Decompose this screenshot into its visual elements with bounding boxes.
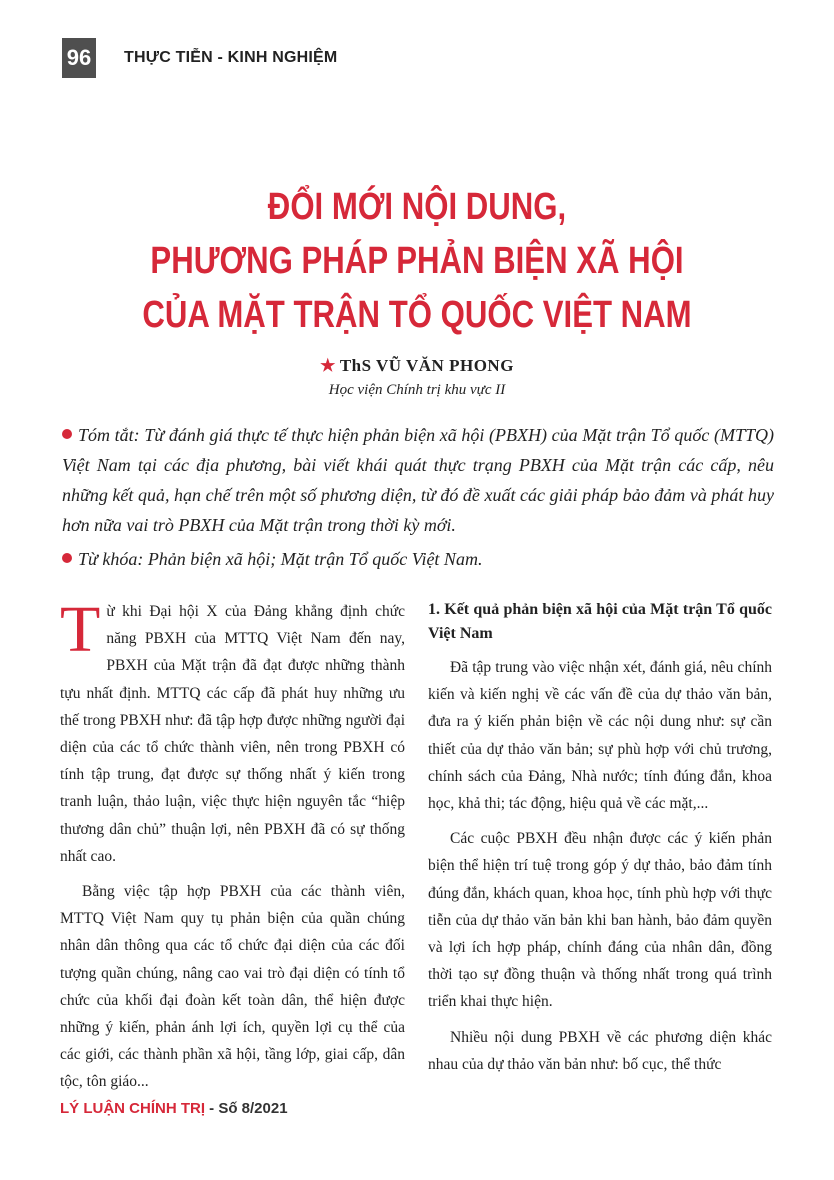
page-number: 96 [62,38,96,78]
paragraph: Các cuộc PBXH đều nhận được các ý kiến phản biện thể hiện trí tuệ trong góp ý dự thảo, bảo đảm tính đúng đắn, khách quan, khoa học, tính phù hợp với thực tiễn của dự thảo văn bản khi ban hành, bảo đảm quyền và lợi ích hợp pháp, chính đáng của nhân dân, đồng thời tạo sự đồng thuận và thống nhất trong quá trình triển khai thực hiện. [428,830,772,1011]
journal-name: LÝ LUẬN CHÍNH TRỊ [60,1100,205,1117]
title-line-2: PHƯƠNG PHÁP PHẢN BIỆN XÃ HỘI [150,240,684,282]
title-line-3: CỦA MẶT TRẬN TỔ QUỐC VIỆT NAM [142,294,692,336]
author [0,356,834,376]
paragraph: Đã tập trung vào việc nhận xét, đánh giá, nêu chính kiến và kiến nghị về các vấn đề của dự thảo văn bản, đưa ra ý kiến phản biện về các nội dung như: sự cần thiết của dự thảo văn bản; sự phù hợp với chủ trương, chính sách của Đảng, Nhà nước; tính đúng đắn, khoa học, khả thi; tác động, hiệu quả về các mặt,... [428,659,772,813]
paragraph-text: ừ khi Đại hội X của Đảng khẳng định chức năng PBXH của MTTQ Việt Nam đến nay, PBXH của Mặt trận đã đạt được những thành tựu nhất định. MTTQ các cấp đã phát huy những ưu thế trong PBXH như: đã tập hợp được những người đại diện của các tổ chức thành viên, nên trong PBXH có tính tập trung, đạt được sự thống nhất ý kiến trong tranh luận, thảo luận, việc thực hiện nguyên tắc “hiệp thương dân chủ” thuận lợi, nên PBXH đã có sự thống nhất cao. [60,603,405,865]
abstract [62,420,774,540]
right-column [428,598,772,1086]
paragraph: Nhiều nội dung PBXH về các phương diện khác nhau của dự thảo văn bản như: bố cục, thể thức [428,1028,772,1073]
section-heading: 1. Kết quả phản biện xã hội của Mặt trận Tổ quốc Việt Nam [428,601,772,642]
keywords-text: Phản biện xã hội; Mặt trận Tổ quốc Việt Nam. [147,549,483,569]
bullet-icon [62,553,72,563]
article-title [0,180,834,342]
title-line-1: ĐỔI MỚI NỘI DUNG, [267,186,567,228]
abstract-text: Từ đánh giá thực tế thực hiện phản biện xã hội (PBXH) của Mặt trận Tổ quốc (MTTQ) Việt Nam tại các địa phương, bài viết khái quát thực trạng PBXH của Mặt trận các cấp, nêu những kết quả, hạn chế trên một số phương diện, từ đó đề xuất các giải pháp bảo đảm và phát huy hơn nữa vai trò PBXH của Mặt trận trong thời kỳ mới. [62,425,774,535]
keywords [62,544,774,574]
bullet-icon [62,429,72,439]
author-block [0,356,834,399]
page-header [62,38,802,78]
paragraph: Bằng việc tập hợp PBXH của các thành viên, MTTQ Việt Nam quy tụ phản biện của quần chúng nhân dân thông qua các tổ chức đại diện của các đối tượng quần chúng, nâng cao vai trò đại diện có tính tổ chức của khối đại đoàn kết toàn dân, thể hiện được những ý kiến, phản ánh lợi ích, quyền lợi cụ thể của các giới, các thành phần xã hội, tầng lớp, giai cấp, dân tộc, tôn giáo... [60,883,405,1091]
author-name: ThS VŨ VĂN PHONG [339,356,514,375]
abstract-block [62,420,774,574]
left-column [60,593,405,1104]
paragraph [60,593,405,870]
issue-number: - Số 8/2021 [205,1100,288,1117]
keywords-label: Từ khóa: [78,549,144,569]
page-footer [60,1100,288,1117]
drop-cap: T [60,593,101,666]
author-affiliation: Học viện Chính trị khu vực II [328,382,506,398]
abstract-label: Tóm tắt: [78,425,140,445]
section-name: THỰC TIỄN - KINH NGHIỆM [124,49,338,66]
star-icon: ★ [320,356,336,375]
